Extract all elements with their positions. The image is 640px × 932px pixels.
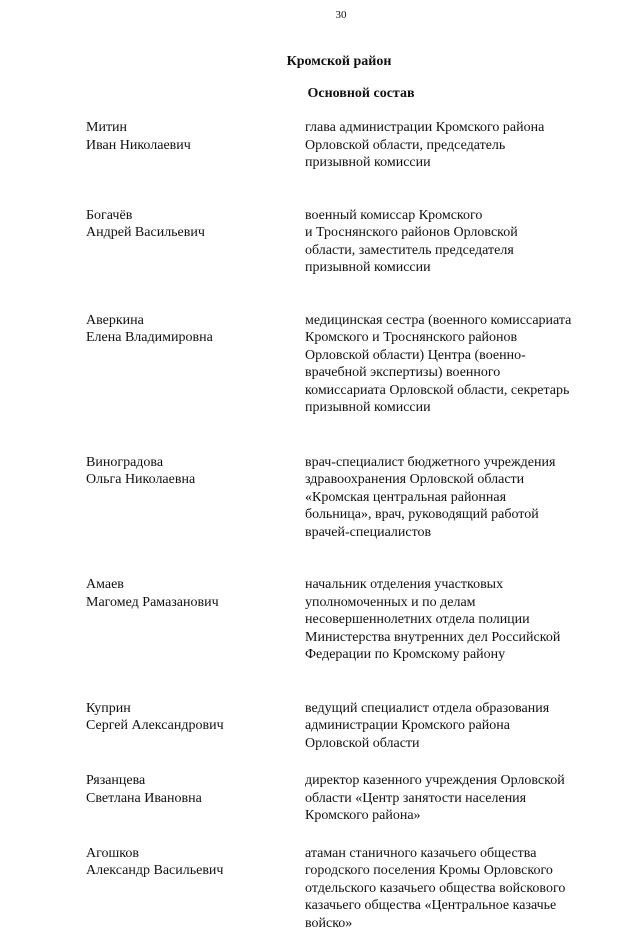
role-line: уполномоченных и по делам [305, 594, 595, 612]
member-entry [86, 454, 606, 542]
role-line: области, заместитель председателя [305, 242, 595, 260]
member-given-name: Елена Владимировна [86, 329, 305, 347]
member-role [305, 772, 595, 825]
role-line: Кромского и Троснянского районов [305, 329, 595, 347]
member-role [305, 845, 595, 932]
member-surname: Аверкина [86, 312, 305, 330]
role-line: здравоохранения Орловской области [305, 471, 595, 489]
member-given-name: Ольга Николаевна [86, 471, 305, 489]
member-given-name: Магомед Рамазанович [86, 594, 305, 612]
member-given-name: Александр Васильевич [86, 862, 305, 880]
member-entry [86, 845, 606, 932]
role-line: призывной комиссии [305, 399, 595, 417]
member-given-name: Иван Николаевич [86, 137, 305, 155]
member-role [305, 207, 595, 277]
member-name [86, 576, 305, 664]
member-surname: Рязанцева [86, 772, 305, 790]
role-line: Федерации по Кромскому району [305, 646, 595, 664]
role-line: Кромского района» [305, 807, 595, 825]
member-name [86, 312, 305, 417]
role-line: и Троснянского районов Орловской [305, 224, 595, 242]
member-name [86, 119, 305, 172]
member-role [305, 700, 595, 753]
role-line: атаман станичного казачьего общества [305, 845, 595, 863]
role-line: врач-специалист бюджетного учреждения [305, 454, 595, 472]
member-given-name: Андрей Васильевич [86, 224, 305, 242]
role-line: казачьего общества «Центральное казачье [305, 897, 595, 915]
role-line: Орловской области, председатель [305, 137, 595, 155]
member-name [86, 454, 305, 542]
member-entry [86, 576, 606, 664]
member-surname: Агошков [86, 845, 305, 863]
role-line: несовершеннолетних отдела полиции [305, 611, 595, 629]
member-role [305, 454, 595, 542]
role-line: Орловской области [305, 735, 595, 753]
member-name [86, 772, 305, 825]
member-name [86, 207, 305, 277]
section-title: Основной состав [0, 86, 640, 102]
member-role [305, 312, 595, 417]
role-line: врачебной экспертизы) военного [305, 364, 595, 382]
role-line: врачей-специалистов [305, 524, 595, 542]
member-entry [86, 700, 606, 753]
role-line: ведущий специалист отдела образования [305, 700, 595, 718]
member-entry [86, 207, 606, 277]
role-line: Министерства внутренних дел Российской [305, 629, 595, 647]
member-surname: Митин [86, 119, 305, 137]
role-line: комиссариата Орловской области, секретарь [305, 382, 595, 400]
role-line: директор казенного учреждения Орловской [305, 772, 595, 790]
member-role [305, 576, 595, 664]
member-surname: Амаев [86, 576, 305, 594]
member-role [305, 119, 595, 172]
role-line: области «Центр занятости населения [305, 790, 595, 808]
member-surname: Богачёв [86, 207, 305, 225]
member-entry [86, 312, 606, 417]
district-title: Кромской район [0, 54, 640, 70]
member-given-name: Сергей Александрович [86, 717, 305, 735]
page-number: 30 [0, 9, 640, 21]
role-line: городского поселения Кромы Орловского [305, 862, 595, 880]
member-given-name: Светлана Ивановна [86, 790, 305, 808]
role-line: глава администрации Кромского района [305, 119, 595, 137]
member-name [86, 700, 305, 753]
role-line: «Кромская центральная районная [305, 489, 595, 507]
member-surname: Куприн [86, 700, 305, 718]
member-entry [86, 772, 606, 825]
member-surname: Виноградова [86, 454, 305, 472]
role-line: больница», врач, руководящий работой [305, 506, 595, 524]
member-name [86, 845, 305, 932]
member-entry [86, 119, 606, 172]
member-list [86, 119, 606, 932]
role-line: начальник отделения участковых [305, 576, 595, 594]
role-line: войско» [305, 915, 595, 932]
role-line: Орловской области) Центра (военно- [305, 347, 595, 365]
role-line: медицинская сестра (военного комиссариата [305, 312, 595, 330]
role-line: отдельского казачьего общества войскового [305, 880, 595, 898]
role-line: администрации Кромского района [305, 717, 595, 735]
role-line: военный комиссар Кромского [305, 207, 595, 225]
role-line: призывной комиссии [305, 154, 595, 172]
role-line: призывной комиссии [305, 259, 595, 277]
